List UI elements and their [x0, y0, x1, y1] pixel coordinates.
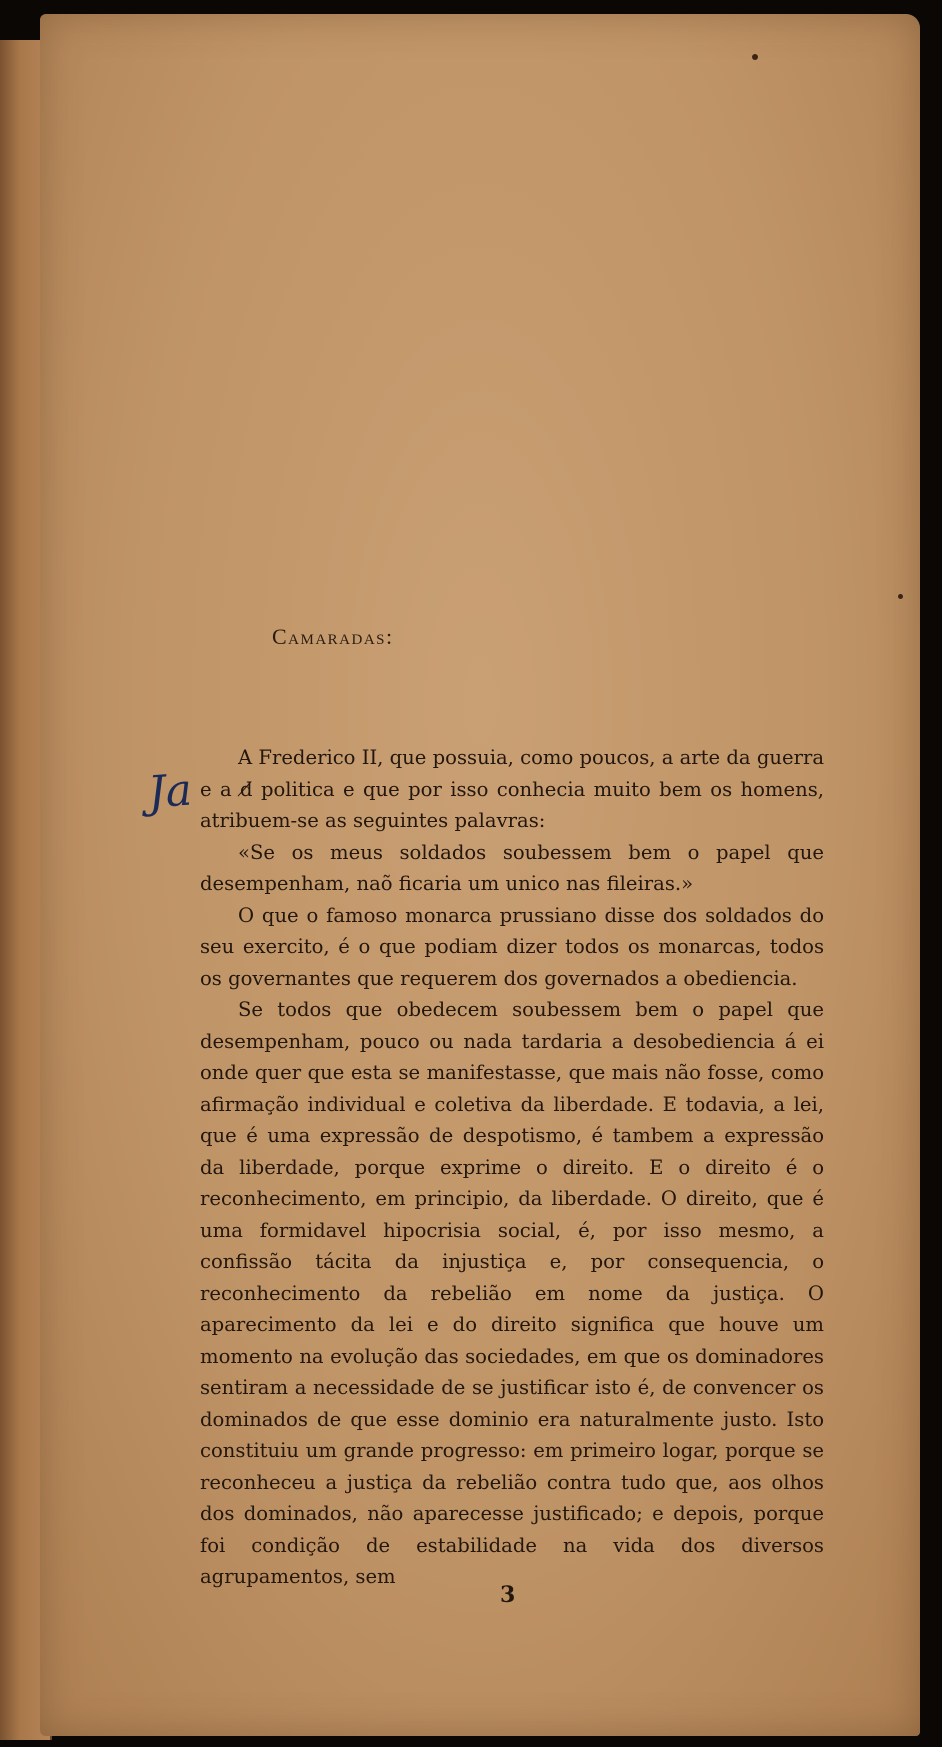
page-number: 3	[500, 1582, 516, 1608]
body-text	[200, 742, 824, 1593]
ink-speck	[752, 54, 758, 60]
paragraph-4: Se todos que obedecem soubessem bem o papel que desempenham, pouco ou nada tardaria a desobediencia á ei onde quer que esta se manifestasse, que mais não fosse, como afirmação individual e coletiva da liberdade. E todavia, a lei, que é uma expressão de despotismo, é tambem a expressão da liberdade, porque exprime o direito. E o direito é o reconhecimento, em principio, da liberdade. O direito, que é uma formidavel hipocrisia social, é, por isso mesmo, a confissão tácita da injustiça e, por consequencia, o reconhecimento da rebelião em nome da justiça. O aparecimento da lei e do direito significa que houve um momento na evolução das sociedades, em que os dominadores sentiram a necessidade de se justificar isto é, de convencer os dominados de que esse dominio era naturalmente justo. Isto constituiu um grande progresso: em primeiro logar, porque se reconheceu a justiça da rebelião contra tudo que, aos olhos dos dominados, não aparecesse justificado; e depois, porque foi condição de estabilidade na vida dos diversos agrupamentos, sem	[200, 998, 824, 1588]
paragraph-3: O que o famoso monarca prussiano disse dos soldados do seu exercito, é o que podiam dizer todos os monarcas, todos os governantes que requerem dos governados a obediencia.	[200, 903, 824, 990]
paragraph-2: «Se os meus soldados soubessem bem o papel que desempenham, naõ ficaria um unico nas fileiras.»	[200, 840, 824, 895]
ink-speck	[898, 594, 903, 599]
paragraph-1: A Frederico II, que possuia, como poucos, a arte da guerra e a d̸ politica e que por isso conhecia muito bem os homens, atribuem-se as seguintes palavras:	[200, 746, 824, 832]
page-heading: Camaradas:	[272, 624, 394, 649]
handwritten-margin-note: Ja	[146, 764, 194, 819]
